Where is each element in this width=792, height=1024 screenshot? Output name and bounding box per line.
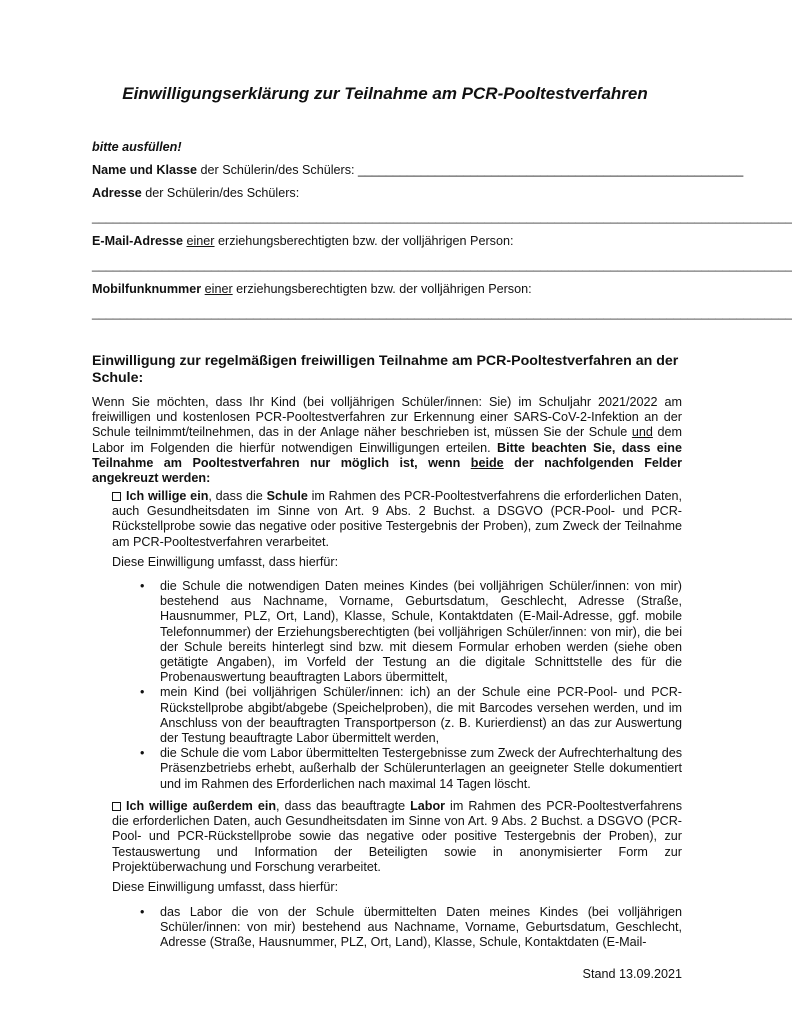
- consent-school-text-b: im Rahmen des PCR-Pooltestverfahrens die erforderlichen Daten, auch Gesundheitsdaten im Sinne von Art. 9 Abs. 2 Buchst. a DSGVO (PCR-Pool- und PCR-Rückstellprobe sowie das negative oder positive Testergebnis der Proben), zum Zweck der Teilnahme am PCR-Pooltestverfahren verarbeitet.: [112, 489, 683, 549]
- consent-school-paragraph: [112, 489, 682, 550]
- consent-lab-bullets: [92, 905, 682, 951]
- intro-text-a: Wenn Sie möchten, dass Ihr Kind (bei volljährigen Schüler/innen: Sie) im Schuljahr 2021/2022 am freiwilligen und kostenlosen PCR-Pooltestverfahren zur Erkennung einer SARS-CoV-2-Infektion an der Schule teilnimmt/teilnehmen, das in der Anlage näher beschrieben ist, müssen Sie der Schule: [92, 395, 682, 440]
- mobile-label-underline: einer: [204, 282, 233, 296]
- name-label-bold: Name und Klasse: [92, 163, 197, 177]
- intro-bold-a: Bitte beachten Sie, dass eine Teilnahme am Pooltestverfahren nur möglich ist, wenn: [92, 440, 682, 470]
- section-heading: Einwilligung zur regelmäßigen freiwilligen Teilnahme am PCR-Pooltestverfahren an der Schule:: [92, 353, 679, 386]
- bullet-text: mein Kind (bei volljährigen Schüler/innen: ich) an der Schule eine PCR-Pool- und PCR-Rückstellprobe abgibt/abgebe (Speichelproben), die mit Barcodes versehen werden, und im Anschluss von der beauftragten Transportperson (z. B. Kurierdienst) an das zur Auswertung der Testung beauftragte Labor übermittelt werden,: [160, 685, 682, 746]
- address-label-bold: Adresse: [92, 186, 142, 200]
- consent-lab-covers: Diese Einwilligung umfasst, dass hierfür:: [112, 880, 339, 894]
- document-title: Einwilligungserklärung zur Teilnahme am PCR-Pooltestverfahren: [122, 84, 648, 103]
- bullet-icon: •: [140, 579, 145, 593]
- intro-und: und: [631, 425, 653, 440]
- list-item: [92, 579, 682, 685]
- intro-bold-b: der nachfolgenden Felder angekreuzt werden:: [92, 455, 682, 486]
- address-label-rest: der Schülerin/des Schülers:: [141, 186, 300, 200]
- consent-lab-text-a: , dass das beauftragte: [276, 799, 411, 813]
- name-label-rest: der Schülerin/des Schülers:: [197, 163, 355, 177]
- bullet-icon: •: [140, 905, 145, 919]
- consent-school-covers: Diese Einwilligung umfasst, dass hierfür:: [112, 555, 339, 569]
- mobile-label-rest: erziehungsberechtigten bzw. der volljährigen Person:: [232, 282, 532, 296]
- fill-in-instruction: bitte ausfüllen!: [92, 140, 182, 154]
- intro-beide: beide: [470, 455, 504, 470]
- consent-lab-checkbox[interactable]: [112, 802, 121, 811]
- footer-date: Stand 13.09.2021: [582, 967, 682, 981]
- consent-school-checkbox[interactable]: [112, 492, 121, 501]
- consent-school-text-a: , dass die: [208, 489, 267, 503]
- consent-lab-labor: Labor: [410, 799, 446, 813]
- consent-lab-text-b: im Rahmen des PCR-Pooltestverfahrens die erforderlichen Daten, auch Gesundheitsdaten im Sinne von Art. 9 Abs. 2 Buchst. a DSGVO (PCR-Pool- und PCR-Rückstellprobe sowie das negative oder positive Testergebnis der Proben), zur Testauswertung und Information der Beteiligten sowie in anonymisierter Form zur Projektüberwachung und Forschung verarbeitet.: [112, 799, 682, 874]
- bullet-icon: •: [140, 685, 145, 700]
- mobile-label-bold: Mobilfunknummer: [92, 282, 202, 296]
- consent-school-schule: Schule: [266, 489, 308, 503]
- email-label-bold: E-Mail-Adresse: [92, 234, 183, 248]
- email-blank-line[interactable]: ____________________________________________________________________________________________________: [92, 258, 792, 272]
- bullet-text: die Schule die notwendigen Daten meines Kindes (bei volljährigen Schüler/innen: von mir) bestehend aus Nachname, Vorname, Geburtsdatum, Geschlecht, Adresse (Straße, Hausnummer, PLZ, Ort, Land), Klasse, Schule, Kontaktdaten (E-Mail-Adresse, ggf. mobile Telefonnummer) der Erziehungsberechtigten (bei volljährigen Schüler/innen: von mir), die bei der Schule bereits hinterlegt sind bzw. mit diesem Formular erhoben werden (siehe oben getätigte Angaben), im Vorfeld der Testung an die digitale Schnittstelle des für die Probenauswertung beauftragten Labors übermittelt,: [160, 579, 682, 685]
- email-label-rest: erziehungsberechtigten bzw. der volljährigen Person:: [214, 234, 514, 248]
- address-blank-line[interactable]: ____________________________________________________________________________________________________: [92, 210, 792, 224]
- address-label: [92, 186, 682, 201]
- consent-school-bullets: [92, 579, 682, 792]
- bullet-text: die Schule die vom Labor übermittelten Testergebnisse zum Zweck der Aufrechterhaltung des Präsenzbetriebs erhebt, außerhalb der Schülerunterlagen an geeigneter Stelle dokumentiert und im Rahmen des Erforderlichen nach maximal 14 Tagen löscht.: [160, 746, 682, 791]
- intro-text-b: dem Labor im Folgenden die hierfür notwendigen Einwilligungen erteilen.: [92, 425, 683, 455]
- name-blank: _______________________________________________________: [358, 163, 744, 177]
- email-label-underline: einer: [186, 234, 215, 248]
- bullet-text: das Labor die von der Schule übermittelten Daten meines Kindes (bei volljährigen Schüler/innen: von mir) bestehend aus Nachname, Vorname, Geburtsdatum, Geschlecht, Adresse (Straße, Hausnummer, PLZ, Ort, Land), Klasse, Schule, Kontaktdaten (E-Mail-: [160, 905, 682, 950]
- email-label: [92, 234, 682, 249]
- mobile-label: [92, 282, 682, 297]
- consent-lab-paragraph: [112, 799, 682, 875]
- list-item: [92, 685, 682, 746]
- consent-lab-lead: Ich willige außerdem ein: [126, 799, 277, 813]
- name-class-field[interactable]: [92, 163, 744, 178]
- bullet-icon: •: [140, 746, 145, 761]
- intro-paragraph: [92, 395, 682, 486]
- consent-school-lead: Ich willige ein: [126, 489, 209, 503]
- list-item: [92, 746, 682, 792]
- mobile-blank-line[interactable]: ____________________________________________________________________________________________________: [92, 306, 792, 320]
- list-item: [92, 905, 682, 951]
